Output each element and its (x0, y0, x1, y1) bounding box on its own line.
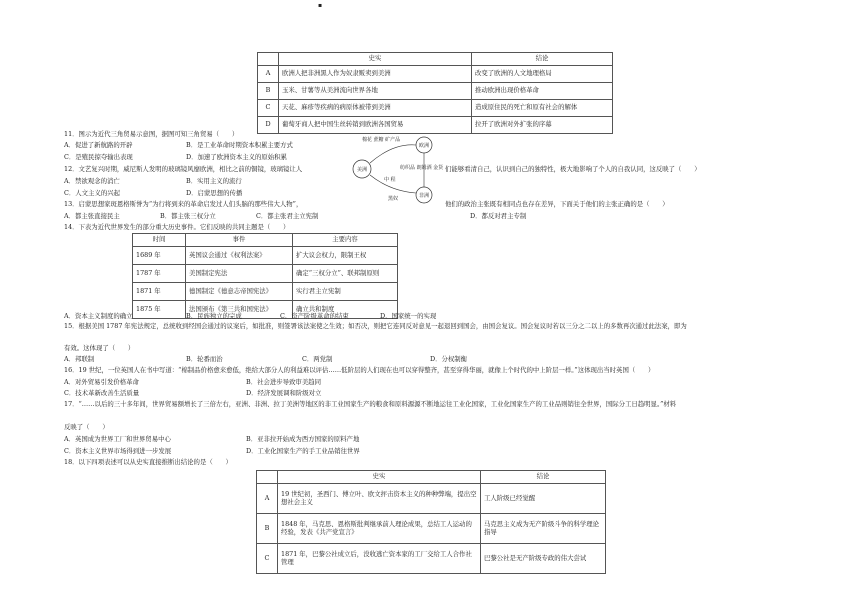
q11-option-c[interactable]: C．是殖民掠夺输出表现 (64, 153, 133, 161)
question-17-stem-2: 反映了（ ） (64, 423, 109, 431)
table-row (257, 484, 606, 514)
question-12-stem-tail: 们能够看清自己，认识到自己的独特性，极大地影响了个人的自我认同，这反映了（ ） (445, 165, 701, 173)
q12-option-d[interactable]: D．启蒙思想的传播 (186, 189, 243, 197)
table-row (257, 544, 606, 574)
row-content: 扩大议会权力，限制王权 (293, 247, 398, 265)
q14-option-c[interactable]: C．资产阶级革命的结束 (280, 312, 349, 320)
q15-option-b[interactable]: B．轮番而治 (186, 355, 223, 363)
history-table-2 (132, 233, 398, 319)
europe-label: 欧洲 (419, 143, 430, 149)
q11-option-b[interactable]: B．是工业革命时期资本积累主要方式 (186, 141, 293, 149)
row-fact: 玉米、甘薯等从美洲流向世界各地 (279, 83, 472, 100)
table-header-blank (258, 53, 279, 66)
table-row (133, 265, 398, 283)
row-conclusion: 巴黎公社是无产阶级专政的伟大尝试 (481, 544, 606, 574)
table-row (258, 66, 613, 83)
america-label: 美洲 (357, 167, 368, 173)
route-america-europe (370, 145, 416, 163)
question-14-stem: 14．下表为近代世界发生的部分重大历史事件。它们反映的共同主题是（ ） (64, 223, 290, 231)
row-conclusion: 马克思主义成为无产阶级斗争的科学理论指导 (481, 514, 606, 544)
row-content: 实行君主立宪制 (293, 283, 398, 301)
table-row (133, 283, 398, 301)
triangle-trade-diagram (348, 133, 444, 205)
question-12-stem: 12．文艺复兴时期，威尼斯人发明的玻璃镜风靡欧洲，相比之前的铜镜，玻璃镜让人 (64, 165, 303, 173)
question-15-stem-2: 有效。这体现了（ ） (64, 344, 135, 352)
q13-option-d[interactable]: D．都反对君主专制 (470, 212, 527, 220)
q16-option-c[interactable]: C．技术革新改善生活质量 (64, 389, 140, 397)
row-fact: 天花、麻疹等疾病的病原体被带到美洲 (279, 100, 472, 117)
africa-label: 非洲 (419, 193, 430, 199)
q17-option-c[interactable]: C．资本主义世界市场得到进一步发展 (64, 447, 172, 455)
table-header: 时间 (133, 234, 186, 247)
route-label-mid: 中 程 (384, 177, 396, 183)
q11-option-d[interactable]: D．加速了欧洲资本主义的原始积累 (186, 153, 287, 161)
row-conclusion: 改变了欧洲的人文地理格局 (472, 66, 613, 83)
table-row (258, 100, 613, 117)
row-conclusion: 推动欧洲出现价格革命 (472, 83, 613, 100)
question-13-stem: 13．启蒙思想家斑恩格斯誉为“为行将到来的革命启发过人们头脑的那些伟大人物”， (64, 200, 303, 208)
goods-label-top: 棉花 蔗糖 矿产品 (362, 137, 401, 143)
row-letter: B (258, 83, 279, 100)
table-header: 结论 (472, 53, 613, 66)
goods-label-bottom: 黑奴 (388, 196, 399, 202)
row-conclusion: 拉开了欧洲对外扩张的序幕 (472, 117, 613, 134)
q12-option-a[interactable]: A．禁欲观念的消亡 (64, 177, 120, 185)
q16-option-d[interactable]: D．经济发展调和阶级对立 (246, 389, 322, 397)
row-year: 1787 年 (133, 265, 186, 283)
table-header: 结论 (481, 471, 606, 484)
row-conclusion: 造成原住民的死亡和原有社会的解体 (472, 100, 613, 117)
history-table-3 (256, 470, 606, 574)
row-fact: 1848 年，马克思、恩格斯批判继承前人理论成果，总结工人运动的经验，发表《共产党宣言》 (278, 514, 481, 544)
q14-option-d[interactable]: D．国家统一的实现 (380, 312, 437, 320)
row-fact: 19 世纪初，圣西门、傅立叶、欧文抨击资本主义的种种弊端，提出空想社会主义 (278, 484, 481, 514)
question-11-stem: 11．图示为近代三角贸易示意图，据图可知三角贸易（ ） (64, 130, 239, 138)
question-16-stem: 16．19 世纪，一位英国人在书中写道：“棉制品价格愈来愈低，绝给大部分人的利益难以评估……低阶层的人们现在也可以穿得整齐，甚至穿得华丽，就像上个时代的中上阶层一样。”这体现出当时英国（ ） (64, 366, 655, 374)
row-event: 德国制定《德意志帝国宪法》 (186, 283, 293, 301)
q16-option-b[interactable]: B．社会进步导致审美趋同 (246, 378, 321, 386)
row-letter: C (258, 100, 279, 117)
table-row (257, 514, 606, 544)
row-event: 美国制定宪法 (186, 265, 293, 283)
row-year: 1689 年 (133, 247, 186, 265)
table-row (258, 83, 613, 100)
question-15-stem: 15．根据美国 1787 年宪法规定，总统收到经国会通过的议案后，如批准，则签署该法案使之生效；如否决，则把它连同反对意见一起退回到国会，由国会复议。国会复议时若以三分之二以上的多数再次通过此法案，即为 (64, 322, 687, 330)
q13-option-b[interactable]: B．都主张三权分立 (160, 212, 216, 220)
q14-option-a[interactable]: A．资本主义制度的确立 (64, 312, 133, 320)
row-fact: 欧洲人把非洲黑人作为奴隶贩卖到美洲 (279, 66, 472, 83)
q13-option-c[interactable]: C．都主张君主立宪制 (256, 212, 319, 220)
question-13-stem-tail: 他们的政治主张既有相同点也存在差异，下面关于他们的主张正确的是（ ） (445, 200, 669, 208)
q15-option-d[interactable]: D．分权制衡 (430, 355, 468, 363)
table-header: 史实 (278, 471, 481, 484)
table-row (133, 247, 398, 265)
q17-option-b[interactable]: B．亚非拉开始成为西方国家的原料产地 (246, 435, 360, 443)
row-letter: C (257, 544, 278, 574)
table-row (258, 117, 613, 134)
q12-option-b[interactable]: B．实用主义的流行 (186, 177, 242, 185)
history-table-1 (257, 52, 613, 134)
row-event: 法国颁布《第三共和国宪法》 (186, 301, 293, 319)
row-content: 确定“三权分立”、联邦制原则 (293, 265, 398, 283)
table-row (133, 301, 398, 319)
row-letter: A (258, 66, 279, 83)
table-header: 主要内容 (293, 234, 398, 247)
row-fact: 葡萄牙商人把中国生丝转销到欧洲各国贸易 (279, 117, 472, 134)
q15-option-c[interactable]: C．两党制 (302, 355, 333, 363)
q16-option-a[interactable]: A．对外贸易引发价格革命 (64, 378, 139, 386)
question-17-stem: 17．“……以后的三十多年间，世界贸易额增长了三倍左右，亚洲、非洲、拉丁美洲等地区的非工业国家生产的粮食和原料源源不断地运往工业化国家，工业化国家生产的工业品则销往全世界，国际分工日趋明显。”材料 (64, 400, 677, 408)
row-year: 1875 年 (133, 301, 186, 319)
row-letter: D (258, 117, 279, 134)
question-18-stem: 18．以下四项表述可以从史实直接推断出结论的是（ ） (64, 458, 232, 466)
q17-option-a[interactable]: A．英国成为世界工厂和世界贸易中心 (64, 435, 171, 443)
q14-option-b[interactable]: B．民族独立的完成 (186, 312, 242, 320)
row-event: 英国议会通过《权利法案》 (186, 247, 293, 265)
row-conclusion: 工人阶级已经觉醒 (481, 484, 606, 514)
row-fact: 1871 年，巴黎公社成立后，没收逃亡资本家的工厂交给工人合作社管理 (278, 544, 481, 574)
q12-option-c[interactable]: C．人文主义的兴起 (64, 189, 121, 197)
goods-label-right: 纺织品 朗姆酒 金货 (400, 165, 444, 171)
row-letter: B (257, 514, 278, 544)
q13-option-a[interactable]: A．都主张直接民主 (64, 212, 120, 220)
table-header: 史实 (279, 53, 472, 66)
table-header: 事件 (186, 234, 293, 247)
q17-option-d[interactable]: D．工业化国家生产的手工业品销往世界 (246, 447, 360, 455)
q11-option-a[interactable]: A．促进了新航路的开辟 (64, 141, 133, 149)
q15-option-a[interactable]: A．邦联制 (64, 355, 95, 363)
table-header-blank (257, 471, 278, 484)
header-mark: ▪ (318, 2, 323, 9)
row-content: 确立共和制度 (293, 301, 398, 319)
row-year: 1871 年 (133, 283, 186, 301)
row-letter: A (257, 484, 278, 514)
